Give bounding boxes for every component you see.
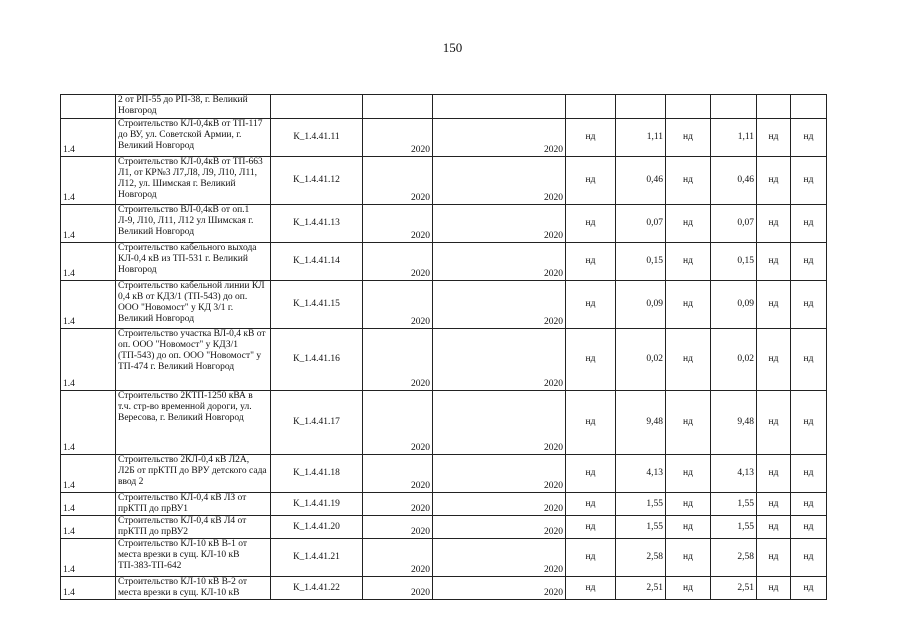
value-cell-11: нд bbox=[791, 205, 827, 243]
year-end-cell: 2020 bbox=[433, 157, 566, 205]
year-start-cell: 2020 bbox=[363, 243, 433, 281]
value-cell-11: нд bbox=[791, 493, 827, 516]
year-start-cell: 2020 bbox=[363, 493, 433, 516]
value-cell-10: нд bbox=[757, 455, 791, 493]
work-name-cell: Строительство ВЛ-0,4кВ от оп.1 Л-9, Л10, Л11, Л12 ул Шимская г. Великий Новгород bbox=[116, 205, 271, 243]
table-row bbox=[61, 281, 827, 329]
work-name-cell: Строительство КЛ-0,4кВ от ТП-117 до ВУ, ул. Советской Армии, г. Великий Новгород bbox=[116, 119, 271, 157]
year-end-cell: 2020 bbox=[433, 539, 566, 577]
row-number-cell: 1.4 bbox=[61, 281, 116, 329]
year-start-cell bbox=[363, 95, 433, 119]
value-cell-6: нд bbox=[566, 243, 616, 281]
value-cell-7: 0,02 bbox=[616, 329, 666, 391]
value-cell-7: 4,13 bbox=[616, 455, 666, 493]
value-cell-8: нд bbox=[666, 455, 711, 493]
table-row bbox=[61, 516, 827, 539]
year-start-cell: 2020 bbox=[363, 157, 433, 205]
row-number-cell: 1.4 bbox=[61, 391, 116, 455]
value-cell-10: нд bbox=[757, 539, 791, 577]
value-cell-11: нд bbox=[791, 539, 827, 577]
project-code-cell: К_1.4.41.17 bbox=[271, 391, 363, 455]
table-row bbox=[61, 329, 827, 391]
project-code-cell: К_1.4.41.22 bbox=[271, 577, 363, 600]
value-cell-7: 0,15 bbox=[616, 243, 666, 281]
value-cell-6: нд bbox=[566, 539, 616, 577]
project-code-cell bbox=[271, 95, 363, 119]
table-row bbox=[61, 391, 827, 455]
row-number-cell: 1.4 bbox=[61, 539, 116, 577]
value-cell-10 bbox=[757, 95, 791, 119]
value-cell-9: 0,15 bbox=[711, 243, 757, 281]
year-start-cell: 2020 bbox=[363, 577, 433, 600]
value-cell-11: нд bbox=[791, 243, 827, 281]
value-cell-9 bbox=[711, 95, 757, 119]
value-cell-7: 0,09 bbox=[616, 281, 666, 329]
table-row bbox=[61, 493, 827, 516]
value-cell-9: 0,02 bbox=[711, 329, 757, 391]
table-row bbox=[61, 455, 827, 493]
value-cell-10: нд bbox=[757, 577, 791, 600]
table-row bbox=[61, 95, 827, 119]
work-name-cell: Строительство кабельного выхода КЛ-0,4 кВ из ТП-531 г. Великий Новгород bbox=[116, 243, 271, 281]
project-code-cell: К_1.4.41.15 bbox=[271, 281, 363, 329]
table-row bbox=[61, 539, 827, 577]
year-start-cell: 2020 bbox=[363, 455, 433, 493]
value-cell-10: нд bbox=[757, 391, 791, 455]
row-number-cell: 1.4 bbox=[61, 493, 116, 516]
row-number-cell: 1.4 bbox=[61, 205, 116, 243]
value-cell-9: 2,58 bbox=[711, 539, 757, 577]
year-end-cell: 2020 bbox=[433, 577, 566, 600]
value-cell-8: нд bbox=[666, 539, 711, 577]
value-cell-10: нд bbox=[757, 493, 791, 516]
table-body bbox=[61, 95, 827, 600]
year-start-cell: 2020 bbox=[363, 281, 433, 329]
row-number-cell: 1.4 bbox=[61, 577, 116, 600]
project-code-cell: К_1.4.41.11 bbox=[271, 119, 363, 157]
project-code-cell: К_1.4.41.21 bbox=[271, 539, 363, 577]
table-row bbox=[61, 157, 827, 205]
project-code-cell: К_1.4.41.13 bbox=[271, 205, 363, 243]
project-code-cell: К_1.4.41.19 bbox=[271, 493, 363, 516]
value-cell-8: нд bbox=[666, 516, 711, 539]
value-cell-10: нд bbox=[757, 157, 791, 205]
row-number-cell: 1.4 bbox=[61, 329, 116, 391]
year-start-cell: 2020 bbox=[363, 119, 433, 157]
value-cell-9: 2,51 bbox=[711, 577, 757, 600]
value-cell-9: 0,07 bbox=[711, 205, 757, 243]
page-number: 150 bbox=[442, 40, 463, 55]
value-cell-6: нд bbox=[566, 493, 616, 516]
work-name-cell: Строительство КЛ-0,4 кВ Л4 от прКТП до прВУ2 bbox=[116, 516, 271, 539]
value-cell-11: нд bbox=[791, 516, 827, 539]
row-number-cell bbox=[61, 95, 116, 119]
value-cell-6: нд bbox=[566, 281, 616, 329]
value-cell-9: 4,13 bbox=[711, 455, 757, 493]
value-cell-9: 1,55 bbox=[711, 493, 757, 516]
work-name-cell: Строительство КЛ-0,4кВ от ТП-663 Л1, от КР№3 Л7,Л8, Л9, Л10, Л11, Л12, ул. Шимская г. Великий Новгород bbox=[116, 157, 271, 205]
table-row bbox=[61, 577, 827, 600]
value-cell-11: нд bbox=[791, 119, 827, 157]
project-code-cell: К_1.4.41.18 bbox=[271, 455, 363, 493]
value-cell-10: нд bbox=[757, 329, 791, 391]
value-cell-6: нд bbox=[566, 455, 616, 493]
year-start-cell: 2020 bbox=[363, 329, 433, 391]
work-name-cell: 2 от РП-55 до РП-38, г. Великий Новгород bbox=[116, 95, 271, 119]
work-name-cell: Строительство КЛ-0,4 кВ ЛЗ от прКТП до прВУ1 bbox=[116, 493, 271, 516]
value-cell-6: нд bbox=[566, 516, 616, 539]
value-cell-7: 0,46 bbox=[616, 157, 666, 205]
year-end-cell: 2020 bbox=[433, 205, 566, 243]
year-end-cell: 2020 bbox=[433, 391, 566, 455]
value-cell-11: нд bbox=[791, 455, 827, 493]
value-cell-7: 2,58 bbox=[616, 539, 666, 577]
value-cell-9: 9,48 bbox=[711, 391, 757, 455]
value-cell-8 bbox=[666, 95, 711, 119]
table-row bbox=[61, 119, 827, 157]
project-code-cell: К_1.4.41.14 bbox=[271, 243, 363, 281]
value-cell-11: нд bbox=[791, 157, 827, 205]
value-cell-8: нд bbox=[666, 119, 711, 157]
year-end-cell bbox=[433, 95, 566, 119]
value-cell-7: 0,07 bbox=[616, 205, 666, 243]
row-number-cell: 1.4 bbox=[61, 243, 116, 281]
value-cell-11 bbox=[791, 95, 827, 119]
value-cell-6: нд bbox=[566, 157, 616, 205]
value-cell-7: 9,48 bbox=[616, 391, 666, 455]
value-cell-8: нд bbox=[666, 281, 711, 329]
year-start-cell: 2020 bbox=[363, 539, 433, 577]
value-cell-11: нд bbox=[791, 577, 827, 600]
row-number-cell: 1.4 bbox=[61, 455, 116, 493]
value-cell-8: нд bbox=[666, 243, 711, 281]
year-start-cell: 2020 bbox=[363, 516, 433, 539]
value-cell-9: 0,46 bbox=[711, 157, 757, 205]
value-cell-7: 1,55 bbox=[616, 493, 666, 516]
value-cell-9: 0,09 bbox=[711, 281, 757, 329]
investment-table bbox=[60, 94, 827, 600]
value-cell-8: нд bbox=[666, 205, 711, 243]
year-end-cell: 2020 bbox=[433, 455, 566, 493]
value-cell-8: нд bbox=[666, 391, 711, 455]
value-cell-10: нд bbox=[757, 119, 791, 157]
project-code-cell: К_1.4.41.12 bbox=[271, 157, 363, 205]
work-name-cell: Строительство участка ВЛ-0,4 кВ от оп. ООО "Новомост" у КДЗ/1 (ТП-543) до оп. ООО "Новомост" у ТП-474 г. Великий Новгород bbox=[116, 329, 271, 391]
work-name-cell: Строительство кабельной линии КЛ 0,4 кВ от КДЗ/1 (ТП-543) до оп. ООО "Новомост" у КД 3/1 г. Великий Новгород bbox=[116, 281, 271, 329]
value-cell-10: нд bbox=[757, 516, 791, 539]
work-name-cell: Строительство КЛ-10 кВ В-2 от места врезки в сущ. КЛ-10 кВ bbox=[116, 577, 271, 600]
value-cell-11: нд bbox=[791, 391, 827, 455]
year-end-cell: 2020 bbox=[433, 493, 566, 516]
value-cell-6: нд bbox=[566, 391, 616, 455]
value-cell-9: 1,11 bbox=[711, 119, 757, 157]
project-code-cell: К_1.4.41.20 bbox=[271, 516, 363, 539]
year-end-cell: 2020 bbox=[433, 243, 566, 281]
value-cell-7: 2,51 bbox=[616, 577, 666, 600]
year-end-cell: 2020 bbox=[433, 516, 566, 539]
value-cell-7: 1,55 bbox=[616, 516, 666, 539]
year-end-cell: 2020 bbox=[433, 119, 566, 157]
project-code-cell: К_1.4.41.16 bbox=[271, 329, 363, 391]
value-cell-8: нд bbox=[666, 577, 711, 600]
row-number-cell: 1.4 bbox=[61, 157, 116, 205]
row-number-cell: 1.4 bbox=[61, 119, 116, 157]
value-cell-8: нд bbox=[666, 157, 711, 205]
value-cell-10: нд bbox=[757, 243, 791, 281]
value-cell-6 bbox=[566, 95, 616, 119]
value-cell-9: 1,55 bbox=[711, 516, 757, 539]
value-cell-8: нд bbox=[666, 329, 711, 391]
year-end-cell: 2020 bbox=[433, 281, 566, 329]
value-cell-6: нд bbox=[566, 577, 616, 600]
row-number-cell: 1.4 bbox=[61, 516, 116, 539]
year-start-cell: 2020 bbox=[363, 391, 433, 455]
value-cell-7: 1,11 bbox=[616, 119, 666, 157]
year-start-cell: 2020 bbox=[363, 205, 433, 243]
value-cell-8: нд bbox=[666, 493, 711, 516]
value-cell-7 bbox=[616, 95, 666, 119]
value-cell-10: нд bbox=[757, 205, 791, 243]
work-name-cell: Строительство 2КТП-1250 кВА в т.ч. стр-во временной дороги, ул. Вересова, г. Великий Новгород bbox=[116, 391, 271, 455]
value-cell-6: нд bbox=[566, 119, 616, 157]
value-cell-11: нд bbox=[791, 281, 827, 329]
value-cell-6: нд bbox=[566, 329, 616, 391]
table-row bbox=[61, 243, 827, 281]
work-name-cell: Строительство КЛ-10 кВ В-1 от места врезки в сущ. КЛ-10 кВ ТП-383-ТП-642 bbox=[116, 539, 271, 577]
value-cell-10: нд bbox=[757, 281, 791, 329]
table-row bbox=[61, 205, 827, 243]
value-cell-11: нд bbox=[791, 329, 827, 391]
value-cell-6: нд bbox=[566, 205, 616, 243]
work-name-cell: Строительство 2КЛ-0,4 кВ Л2А, Л2Б от прКТП до ВРУ детского сада ввод 2 bbox=[116, 455, 271, 493]
year-end-cell: 2020 bbox=[433, 329, 566, 391]
